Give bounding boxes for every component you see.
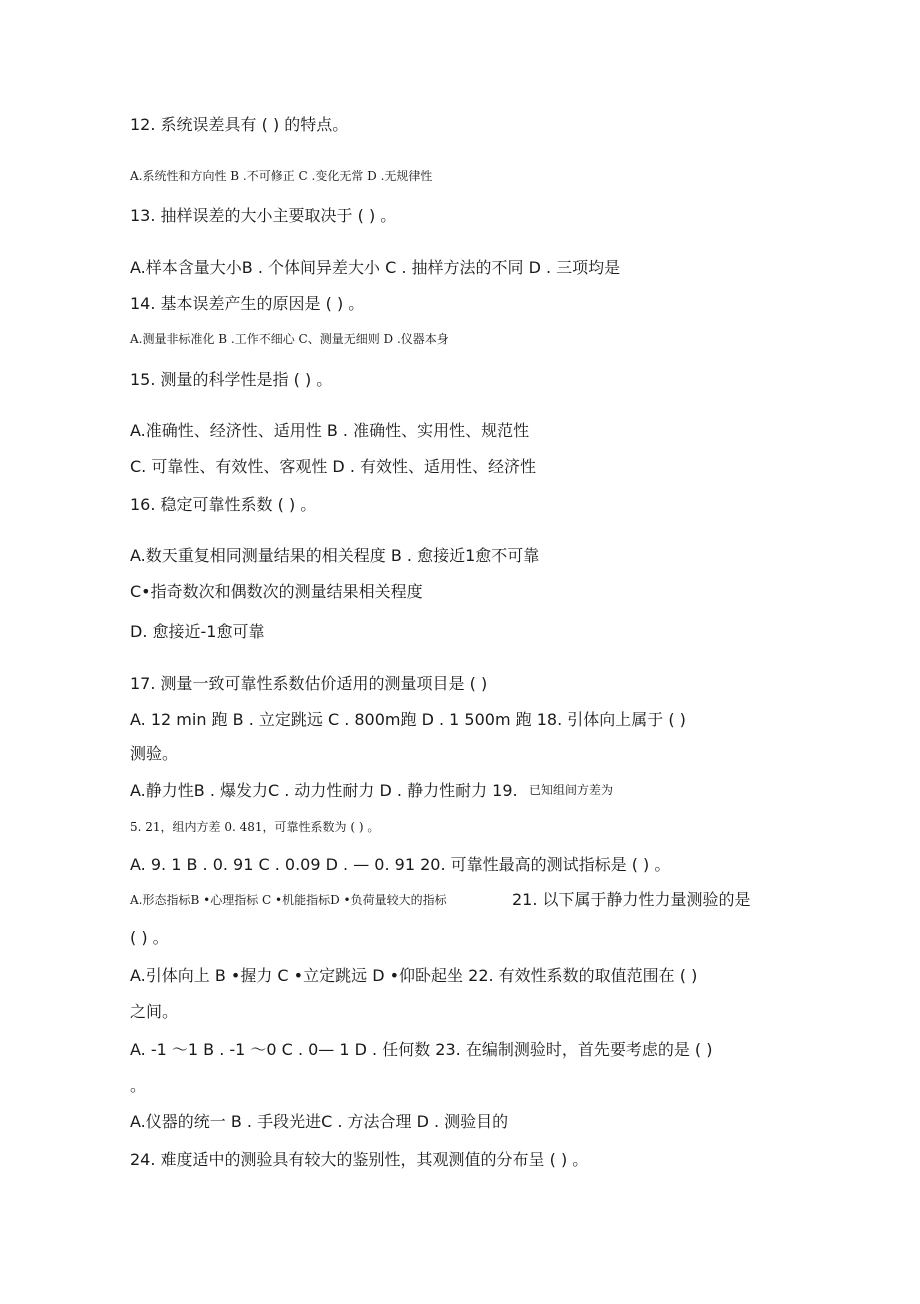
question-14: 14. 基本误差产生的原因是 ( ) 。	[130, 294, 365, 313]
options-19-q20: A. 9. 1 B . 0. 91 C . 0.09 D . — 0. 91 20. 可靠性最高的测试指标是 ( ) 。	[130, 855, 671, 874]
options-16-ab: A.数天重复相同测量结果的相关程度 B . 愈接近1愈不可靠	[130, 546, 540, 565]
question-18-cont: 测验。	[130, 744, 179, 763]
question-16: 16. 稳定可靠性系数 ( ) 。	[130, 495, 317, 514]
options-22-q23: A. -1 〜1 B . -1 〜0 C . 0— 1 D . 任何数 23. 在编制测验时，首先要考虑的是 ( )	[130, 1040, 713, 1059]
question-21: 21. 以下属于静力性力量测验的是	[512, 890, 751, 909]
question-15: 15. 测量的科学性是指 ( ) 。	[130, 370, 333, 389]
options-20: A.形态指标B •心理指标 C •机能指标D •负荷量较大的指标	[130, 893, 447, 907]
question-19-start: 已知组间方差为	[529, 783, 614, 797]
question-12: 12. 系统误差具有 ( ) 的特点。	[130, 115, 349, 134]
options-18-q19: A.静力性B . 爆发力C . 动力性耐力 D . 静力性耐力 19.	[130, 781, 518, 800]
options-14: A.测量非标准化 B .工作不细心 C、测量无细则 D .仪器本身	[130, 332, 449, 346]
options-17-q18: A. 12 min 跑 B . 立定跳远 C . 800m跑 D . 1 500m 跑 18. 引体向上属于 ( )	[130, 710, 686, 729]
question-17: 17. 测量一致可靠性系数估价适用的测量项目是 ( )	[130, 674, 488, 693]
question-24: 24. 难度适中的测验具有较大的鉴别性，其观测值的分布呈 ( ) 。	[130, 1150, 589, 1169]
options-16-c: C•指奇数次和偶数次的测量结果相关程度	[130, 582, 423, 601]
options-13: A.样本含量大小B . 个体间异差大小 C . 抽样方法的不同 D . 三项均是	[130, 258, 621, 277]
question-21-cont: ( ) 。	[130, 928, 169, 947]
question-22-cont: 之间。	[130, 1002, 179, 1021]
options-15-ab: A.准确性、经济性、适用性 B . 准确性、实用性、规范性	[130, 421, 530, 440]
question-23-cont: 。	[130, 1076, 147, 1095]
options-23: A.仪器的统一 B . 手段光进C . 方法合理 D . 测验目的	[130, 1112, 509, 1131]
options-16-d: D. 愈接近-1愈可靠	[130, 622, 265, 641]
question-13: 13. 抽样误差的大小主要取决于 ( ) 。	[130, 206, 397, 225]
question-19-cont: 5. 21，组内方差 0. 481，可靠性系数为 ( ) 。	[130, 820, 380, 834]
options-15-cd: C. 可靠性、有效性、客观性 D . 有效性、适用性、经济性	[130, 457, 537, 476]
options-12: A.系统性和方向性 B .不可修正 C .变化无常 D .无规律性	[130, 169, 433, 183]
options-21-q22: A.引体向上 B •握力 C •立定跳远 D •仰卧起坐 22. 有效性系数的取值范围在 ( )	[130, 966, 698, 985]
